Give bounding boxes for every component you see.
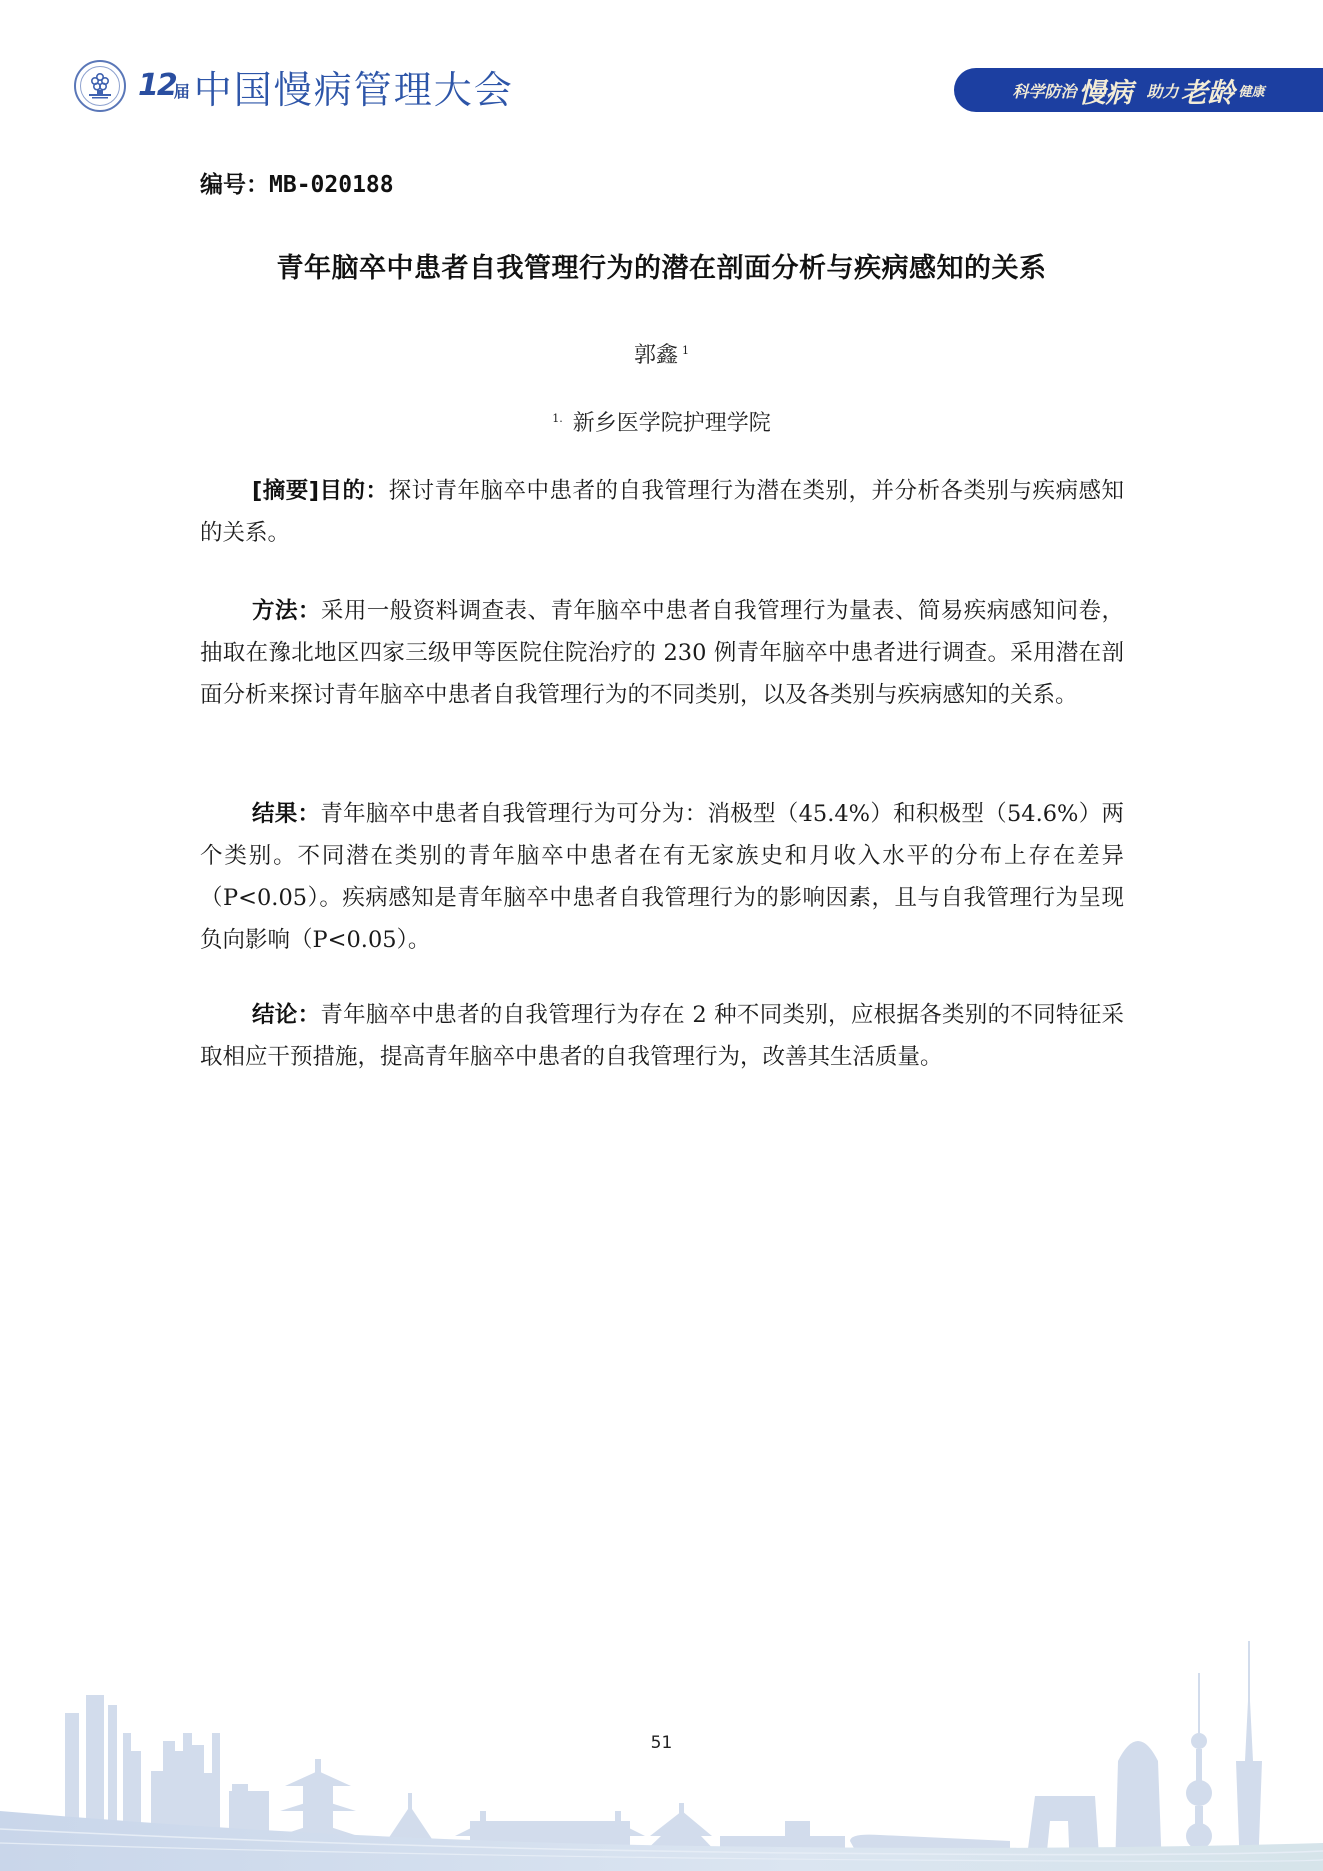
section-text: 探讨青年脑卒中患者的自我管理行为潜在类别，并分析各类别与疾病感知的关系。: [200, 478, 1124, 546]
flower-emblem-icon: [76, 62, 124, 110]
abstract-methods: [200, 590, 1124, 716]
author-affiliation-ref: 1: [682, 343, 689, 357]
abstract-results: [200, 793, 1124, 961]
author-line: [0, 338, 1323, 369]
page-number: 51: [650, 1733, 673, 1753]
affiliation-name: 新乡医学院护理学院: [572, 411, 771, 436]
section-label: 结果：: [252, 801, 321, 827]
slogan-banner: [954, 68, 1323, 112]
conference-logo: [74, 56, 514, 116]
affiliation-ref: 1.: [552, 411, 563, 425]
edition-mark: 12届: [138, 67, 188, 103]
section-text: 青年脑卒中患者自我管理行为可分为：消极型（45.4%）和积极型（54.6%）两个类别。不同潜在类别的青年脑卒中患者在有无家族史和月收入水平的分布上存在差异（P<0.05）。疾病感知是青年脑卒中患者自我管理行为的影响因素，且与自我管理行为呈现负向影响（P<0.05）。: [200, 801, 1124, 953]
conference-name: 中国慢病管理大会: [193, 67, 514, 112]
section-label: [摘要]目的：: [252, 478, 389, 504]
slogan-highlight: 老龄: [1180, 77, 1235, 109]
document-id-value: MB-020188: [269, 172, 394, 198]
paper-title: 青年脑卒中患者自我管理行为的潜在剖面分析与疾病感知的关系: [276, 253, 1047, 284]
section-label: 方法：: [252, 598, 321, 624]
affiliation-line: [0, 406, 1323, 437]
section-text: 采用一般资料调查表、青年脑卒中患者自我管理行为量表、简易疾病感知问卷，抽取在豫北地区四家三级甲等医院住院治疗的 230 例青年脑卒中患者进行调查。采用潜在剖面分析来探讨青年脑卒中患者自我管理行为的不同类别，以及各类别与疾病感知的关系。: [200, 598, 1124, 708]
slogan-part: 助力: [1146, 81, 1179, 101]
section-label: 结论：: [252, 1002, 321, 1028]
document-id-label: 编号：: [200, 172, 269, 198]
abstract-conclusion: [200, 994, 1124, 1078]
document-id: [200, 166, 394, 199]
abstract-objective: [200, 470, 1124, 554]
section-text: 青年脑卒中患者的自我管理行为存在 2 种不同类别，应根据各类别的不同特征采取相应干预措施，提高青年脑卒中患者的自我管理行为，改善其生活质量。: [200, 1002, 1124, 1070]
slogan-part: 科学防治: [1012, 81, 1077, 101]
slogan-highlight: 慢病: [1078, 77, 1133, 109]
slogan-part: 健康: [1238, 84, 1265, 100]
author-name: 郭鑫: [633, 343, 678, 368]
society-emblem-icon: [74, 60, 126, 112]
